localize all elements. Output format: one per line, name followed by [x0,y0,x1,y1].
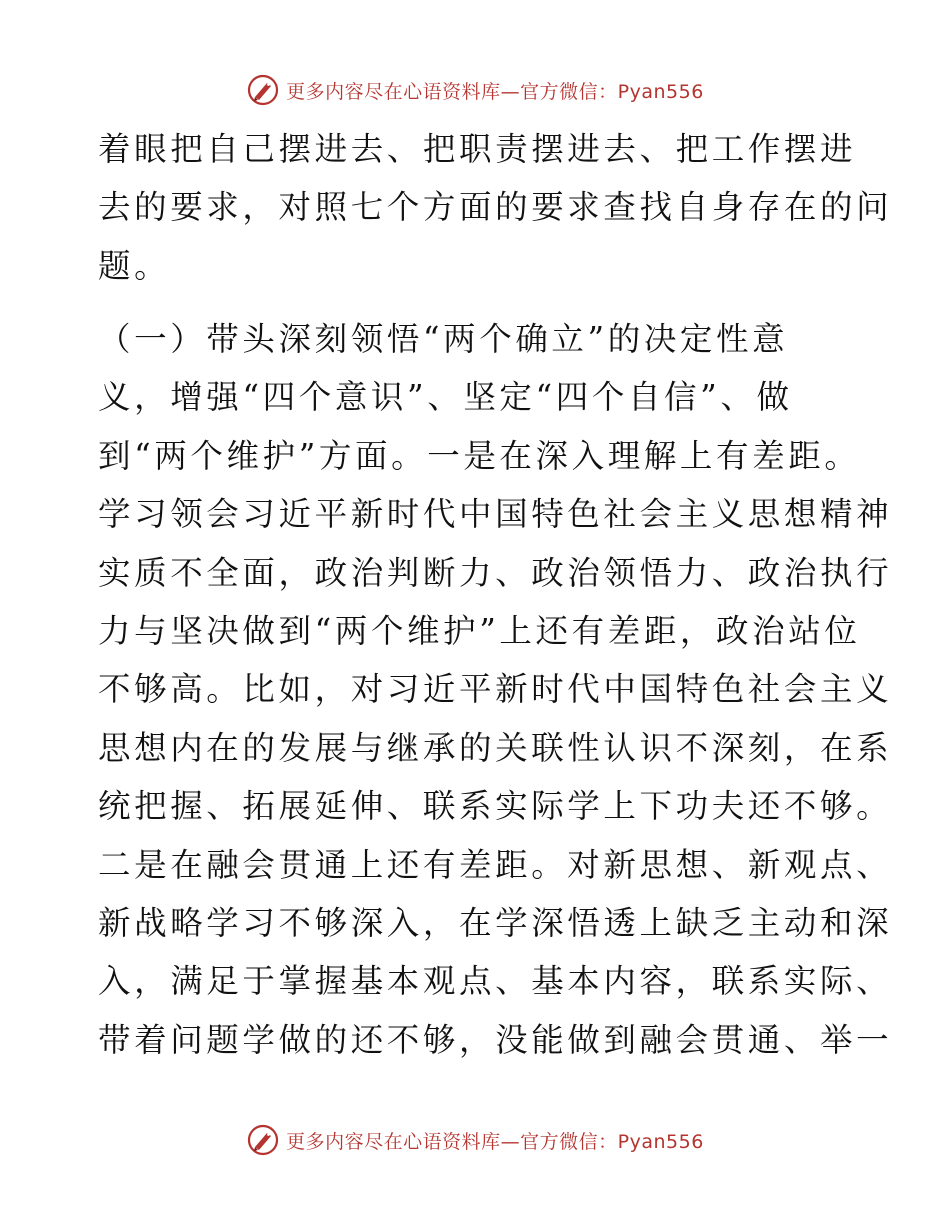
text-line: 到“两个维护”方面。一是在深入理解上有差距。 [98,436,861,475]
text-line: 题。 [98,246,171,285]
text-line: 二是在融会贯通上还有差距。对新思想、新观点、 [98,845,893,884]
pen-logo-icon [246,73,280,107]
paragraph-intro [98,120,893,295]
text-line: 统把握、拓展延伸、联系实际学上下功夫还不够。 [98,787,893,826]
section-heading-line: （一）带头深刻领悟“两个确立”的决定性意 [98,320,789,358]
text-line: 力与坚决做到“两个维护”上还有差距，政治站位 [98,611,861,650]
text-line: 入，满足于掌握基本观点、基本内容，联系实际、 [98,962,893,1001]
header-banner-text: 更多内容尽在心语资料库—官方微信：Pyan556 [286,80,704,103]
footer-banner-text: 更多内容尽在心语资料库—官方微信：Pyan556 [286,1130,704,1153]
pen-logo-icon [246,1123,280,1157]
text-line: 去的要求，对照七个方面的要求查找自身存在的问 [98,188,893,227]
text-line: 着眼把自己摆进去、把职责摆进去、把工作摆进 [98,130,857,168]
text-line: 学习领会习近平新时代中国特色社会主义思想精神 [98,495,893,534]
text-line: 实质不全面，政治判断力、政治领悟力、政治执行 [98,553,893,592]
paragraph-section-one [98,310,893,1069]
text-line: 新战略学习不够深入，在学深悟透上缺乏主动和深 [98,903,893,942]
footer-banner [0,1120,950,1160]
text-line: 不够高。比如，对习近平新时代中国特色社会主义 [98,670,893,709]
text-line: 思想内在的发展与继承的关联性认识不深刻，在系 [98,728,893,767]
text-line: 义，增强“四个意识”、坚定“四个自信”、做 [98,378,793,417]
header-banner [0,70,950,110]
text-line: 带着问题学做的还不够，没能做到融会贯通、举一 [98,1020,893,1059]
